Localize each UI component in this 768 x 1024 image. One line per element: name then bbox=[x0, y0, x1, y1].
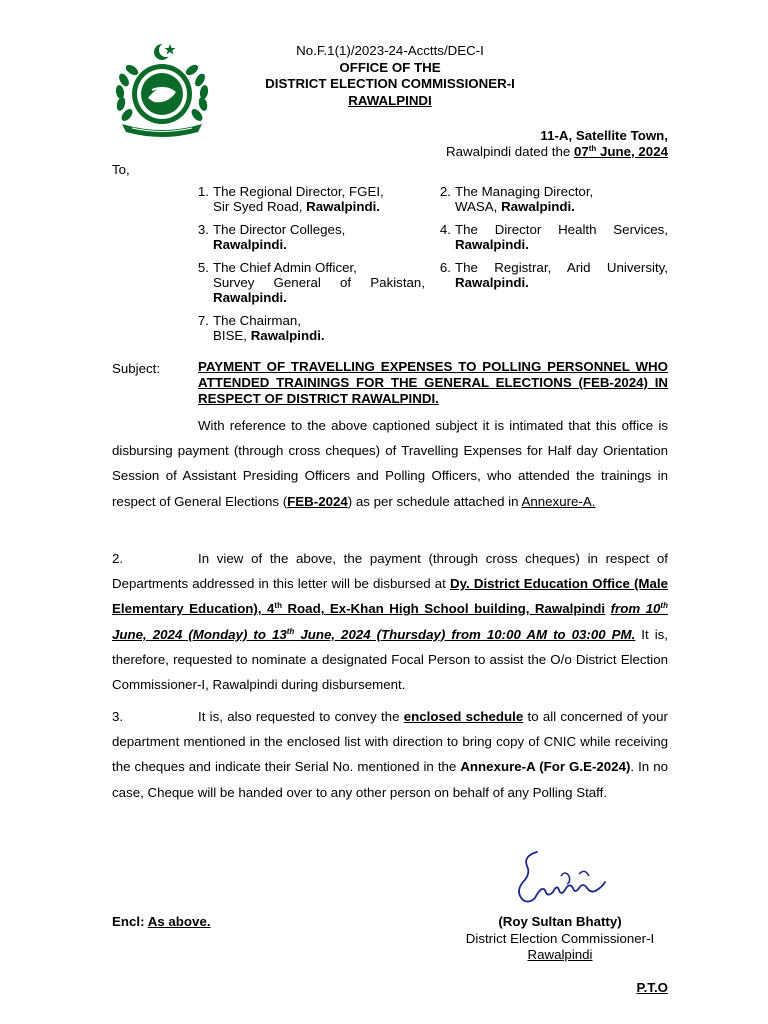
to-label: To, bbox=[112, 162, 130, 177]
recipient-city: Rawalpindi. bbox=[213, 290, 287, 305]
recipient-line1: The Chairman, bbox=[213, 313, 301, 328]
recipient-city: Rawalpindi. bbox=[455, 237, 529, 252]
subject-text: PAYMENT OF TRAVELLING EXPENSES TO POLLING PERSONNEL WHO ATTENDED TRAININGS FOR THE GENERAL ELECTIONS (FEB-2024) IN RESPECT OF DISTRICT RAWALPINDI. bbox=[198, 359, 668, 406]
para3-text-a: It is, also requested to convey the bbox=[198, 709, 404, 724]
recipient-city: Rawalpindi. bbox=[250, 328, 325, 343]
date-sup2: th bbox=[286, 626, 295, 636]
recipient-city: Rawalpindi. bbox=[455, 275, 529, 290]
pto-label: P.T.O bbox=[636, 980, 668, 995]
paragraph-3 bbox=[112, 704, 668, 805]
venue-a: Dy. District Education Office (Male Elementary Education), 4 bbox=[112, 576, 668, 617]
recipient-city: Rawalpindi. bbox=[306, 199, 381, 214]
ecp-emblem bbox=[108, 40, 216, 138]
para3-annexure: Annexure-A (For G.E-2024) bbox=[460, 759, 631, 775]
recipient-6 bbox=[435, 260, 668, 290]
date-sup1: th bbox=[660, 601, 668, 611]
date-b: June, 2024 (Monday) to 13 bbox=[112, 626, 287, 642]
para2-text-a: In view of the above, the payment (through cross cheques) in respect of Departments addressed in this letter will be disbursed at bbox=[112, 551, 668, 592]
recipient-number: 2. bbox=[439, 184, 451, 199]
address-line-1: 11-A, Satellite Town, bbox=[540, 128, 668, 143]
recipient-number: 4. bbox=[439, 222, 451, 237]
para3-text-b: to all concerned of your department mentioned in the enclosed list with direction to bring copy of CNIC while receiving the cheques and indicate their Serial No. mentioned in the bbox=[112, 709, 668, 775]
recipient-line1: The Regional Director, FGEI, bbox=[213, 184, 384, 199]
recipient-number: 7. bbox=[197, 313, 209, 328]
office-line-2: DISTRICT ELECTION COMMISSIONER-I bbox=[265, 76, 515, 91]
para3-number: 3. bbox=[112, 709, 124, 724]
para3-text-c: . In no case, Cheque will be handed over to any other person on behalf of any Polling Staff. bbox=[112, 759, 668, 800]
recipient-2 bbox=[435, 184, 668, 214]
recipient-number: 6. bbox=[439, 260, 451, 275]
date-c: June, 2024 (Thursday) from 10:00 AM to 03:00 PM. bbox=[294, 626, 636, 642]
date-day: 07 bbox=[573, 144, 589, 159]
recipient-number: 5. bbox=[197, 260, 209, 275]
recipient-line2: WASA, bbox=[455, 199, 502, 214]
recipient-line2: Survey General of Pakistan, bbox=[213, 275, 425, 290]
para2-number: 2. bbox=[112, 551, 124, 566]
encl-value: As above. bbox=[147, 914, 211, 929]
signatory-designation: District Election Commissioner-I bbox=[465, 930, 655, 946]
signatory-name: (Roy Sultan Bhatty) bbox=[498, 914, 622, 929]
office-line-3-wrap bbox=[240, 93, 540, 110]
recipient-city: Rawalpindi. bbox=[213, 237, 287, 252]
recipient-line2: BISE, bbox=[213, 328, 251, 343]
para1-text-a: With reference to the above captioned subject it is intimated that this office is disbursing payment (through cross cheques) of Travelling Expenses for Half day Orientation Session of Assistant Presiding Officers and Polling Officers, who attended the trainings in respect of General Elections ( bbox=[112, 418, 668, 509]
para2-text-b: It is, therefore, requested to nominate a designated Focal Person to assist the O/o District Election Commissioner-I, Rawalpindi during disbursement. bbox=[112, 626, 668, 693]
recipient-line1: The Managing Director, bbox=[455, 184, 594, 199]
recipient-line1: The Director Colleges, bbox=[213, 222, 346, 237]
encl-label: Encl: bbox=[112, 914, 148, 929]
office-line-1: OFFICE OF THE bbox=[339, 59, 441, 75]
recipient-line1: The Registrar, Arid University, bbox=[455, 260, 668, 275]
recipient-3 bbox=[193, 222, 425, 252]
dated-prefix: Rawalpindi dated the bbox=[446, 144, 574, 159]
file-number: No.F.1(1)/2023-24-Acctts/DEC-I bbox=[296, 43, 484, 58]
handwritten-signature bbox=[505, 846, 615, 916]
letter-date bbox=[574, 144, 668, 159]
signature-block bbox=[452, 914, 668, 964]
date-sup: th bbox=[588, 144, 597, 153]
recipient-line2: Sir Syed Road, bbox=[213, 199, 307, 214]
dated-line bbox=[446, 144, 668, 159]
date-a: from 10 bbox=[610, 601, 661, 617]
signatory-place: Rawalpindi bbox=[527, 947, 593, 962]
recipient-city: Rawalpindi. bbox=[501, 199, 575, 214]
subject-label: Subject: bbox=[112, 361, 161, 376]
para1-election-ref: FEB-2024 bbox=[287, 493, 348, 509]
para1-text-b: ) as per schedule attached in bbox=[347, 493, 522, 509]
recipient-5 bbox=[193, 260, 425, 305]
recipient-number: 1. bbox=[197, 184, 209, 199]
recipient-1 bbox=[193, 184, 425, 214]
paragraph-2 bbox=[112, 546, 668, 697]
venue-b: Road, Ex-Khan High School building, Rawalpindi bbox=[281, 601, 606, 617]
para1-annexure: Annexure-A. bbox=[521, 493, 596, 509]
office-line-3: RAWALPINDI bbox=[348, 92, 432, 108]
para3-schedule: enclosed schedule bbox=[403, 709, 524, 724]
venue-sup: th bbox=[274, 601, 282, 611]
recipient-number: 3. bbox=[197, 222, 209, 237]
recipient-line1: The Chief Admin Officer, bbox=[213, 260, 357, 275]
recipient-line1: The Director Health Services, bbox=[455, 222, 668, 237]
recipient-7 bbox=[193, 313, 425, 343]
enclosure bbox=[112, 914, 211, 929]
recipient-4 bbox=[435, 222, 668, 252]
date-rest: June, 2024 bbox=[596, 144, 668, 159]
paragraph-1 bbox=[112, 413, 668, 514]
